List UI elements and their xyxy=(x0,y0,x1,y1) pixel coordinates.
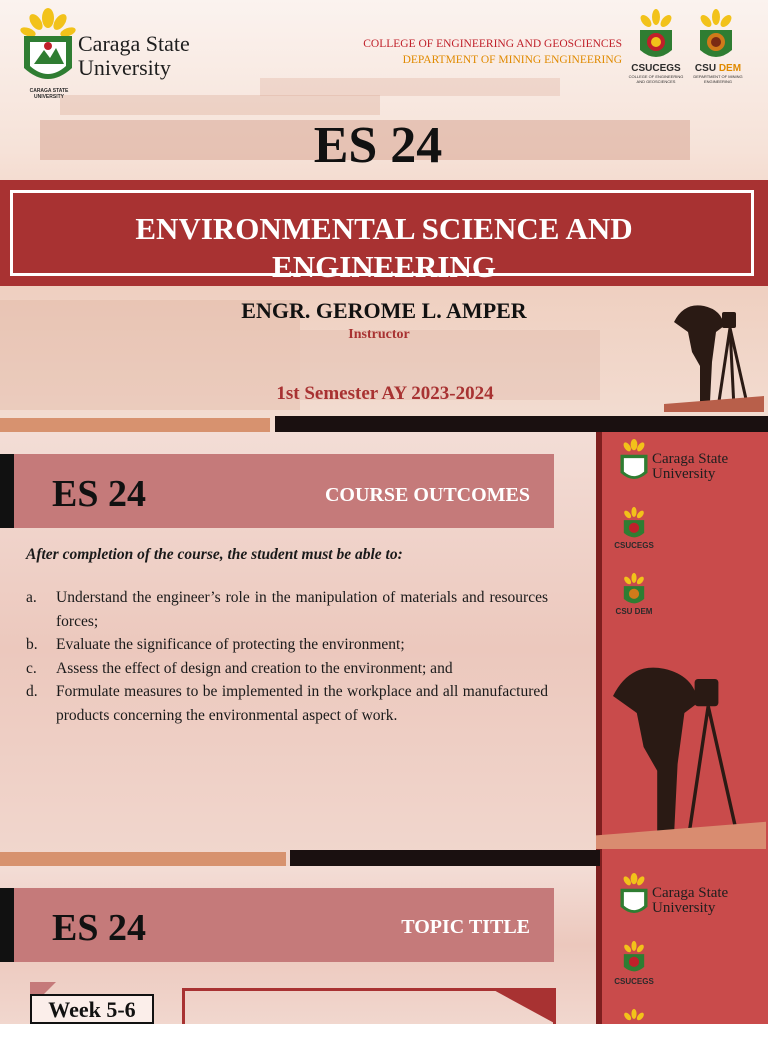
section-course-code: ES 24 xyxy=(52,907,146,949)
surveyor-figure xyxy=(664,292,764,412)
instructor-role: Instructor xyxy=(348,327,410,342)
university-name: Caraga State University xyxy=(78,31,190,80)
instructor-name: ENGR. GEROME L. AMPER xyxy=(241,298,527,323)
week-label: Week 5-6 xyxy=(30,994,154,1024)
side-csucegs-logo xyxy=(620,506,648,542)
side-surveyor-figure xyxy=(596,638,766,856)
college-name: COLLEGE OF ENGINEERING AND GEOSCIENCES xyxy=(363,38,622,50)
outcome-item: a. Understand the engineer’s role in the manipulation of materials and resources forces; xyxy=(26,589,548,630)
side-university-name: Caraga State University xyxy=(652,451,729,482)
course-title: ENVIRONMENTAL SCIENCE AND ENGINEERING xyxy=(135,211,633,284)
csucegs-wordmark: CSUCEGS xyxy=(631,63,681,74)
footer-bar-tan xyxy=(0,852,286,866)
department-name: DEPARTMENT OF MINING ENGINEERING xyxy=(402,54,622,66)
csucegs-logo xyxy=(634,8,678,64)
title-slide xyxy=(0,0,768,432)
seal-caption: CARAGA STATE UNIVERSITY xyxy=(29,88,69,100)
section-title: TOPIC TITLE xyxy=(401,916,530,938)
section-title: COURSE OUTCOMES xyxy=(324,484,530,506)
side-csucegs-logo xyxy=(620,940,648,976)
header-accent xyxy=(0,454,14,528)
footer-bar-tan xyxy=(0,418,270,432)
outcomes-block xyxy=(26,546,548,727)
course-code: ES 24 xyxy=(313,117,443,174)
section-course-code: ES 24 xyxy=(52,473,146,515)
csudem-caption: DEPARTMENT OF MINING ENGINEERING xyxy=(693,74,743,84)
college-department xyxy=(300,36,622,68)
topic-box xyxy=(182,988,556,1024)
outcome-item: d. Formulate measures to be implemented in the workplace and all manufactured products concerning the environmental aspect of work. xyxy=(26,683,548,724)
outcome-item: b. Evaluate the significance of protecting the environment; xyxy=(26,636,405,653)
course-outcomes-slide xyxy=(0,432,768,866)
csucegs-caption: COLLEGE OF ENGINEERING AND GEOSCIENCES xyxy=(628,74,684,84)
side-csudem-label: CSU DEM xyxy=(615,607,653,616)
semester: 1st Semester AY 2023-2024 xyxy=(276,383,494,404)
outcomes-intro: After completion of the course, the student must be able to: xyxy=(26,546,403,563)
csudem-wordmark: CSU DEM xyxy=(694,63,742,74)
header-accent xyxy=(0,888,14,962)
outcome-item: c. Assess the effect of design and creation to the environment; and xyxy=(26,659,453,677)
side-csucegs-label: CSUCEGS xyxy=(614,541,654,550)
topic-title-slide xyxy=(0,866,768,1024)
footer-bar-dark xyxy=(290,850,600,866)
side-csu-seal-logo xyxy=(616,436,652,496)
side-university-name: Caraga State University xyxy=(652,885,729,916)
footer-bar-dark xyxy=(275,416,768,432)
side-csudem-logo-partial xyxy=(620,1008,648,1044)
side-csucegs-label: CSUCEGS xyxy=(614,977,654,986)
side-csudem-logo xyxy=(620,572,648,608)
csudem-logo xyxy=(694,8,738,64)
side-csu-seal-logo xyxy=(616,870,652,930)
